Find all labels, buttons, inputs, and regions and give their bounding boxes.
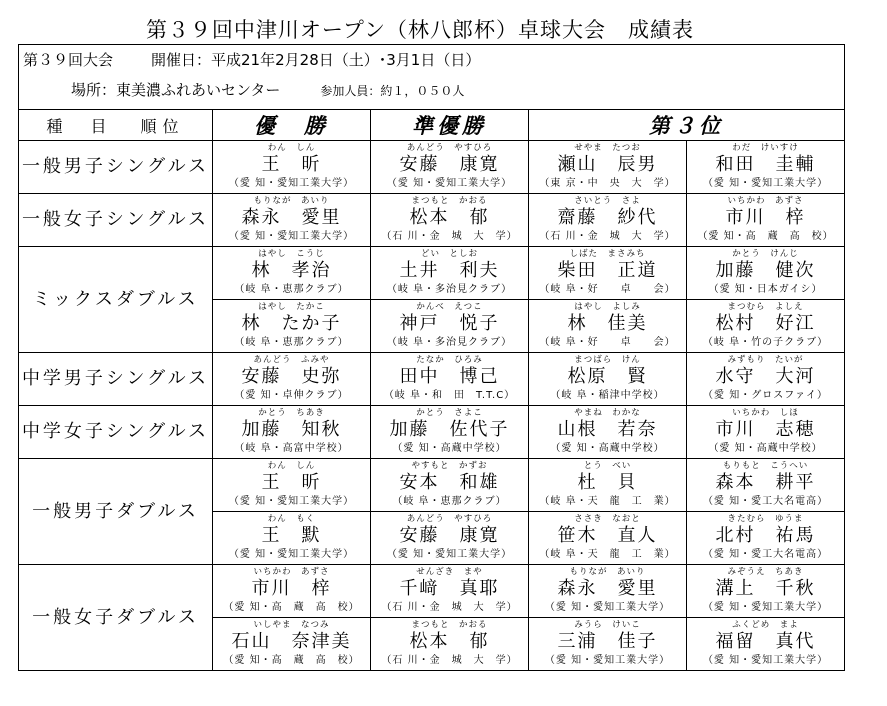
player-reading: かんべ えつこ — [416, 302, 483, 312]
player-name: 加藤 佐代子 — [389, 419, 510, 440]
player-name: 和田 圭輔 — [715, 154, 816, 175]
player-name: 松本 郁 — [409, 631, 490, 652]
player-reading: まつもと かおる — [411, 196, 488, 206]
player-entry — [213, 353, 371, 406]
player-entry — [529, 141, 687, 194]
player-affiliation: （愛 知・愛工大名電高） — [702, 496, 829, 507]
player-affiliation: （岐 阜・天 龍 工 業） — [539, 496, 676, 507]
player-affiliation: （愛 知・愛知工業大学） — [386, 549, 513, 560]
player-reading: はやし こうじ — [258, 249, 325, 259]
player-name: 市川 梓 — [725, 207, 806, 228]
player-entry — [371, 194, 529, 247]
player-reading: まつもと かおる — [411, 620, 488, 630]
player-name: 安藤 史弥 — [241, 366, 342, 387]
player-reading: せんざき まや — [416, 567, 483, 577]
player-reading: みぞうえ ちあき — [727, 567, 804, 577]
event-name: 中学男子シングルス — [19, 353, 213, 406]
player-entry — [529, 194, 687, 247]
player-affiliation: （岐 阜・恵那クラブ） — [392, 496, 507, 507]
player-name: 市川 志穂 — [715, 419, 816, 440]
player-affiliation: （岐 阜・好 卓 会） — [539, 284, 676, 295]
player-affiliation: （東 京・中 央 大 学） — [539, 178, 676, 189]
player-entry — [529, 353, 687, 406]
event-name: ミックスダブルス — [19, 247, 213, 353]
player-name: 松村 好江 — [715, 313, 816, 334]
event-row — [19, 459, 845, 512]
player-name: 森永 愛里 — [557, 578, 658, 599]
player-entry — [687, 247, 845, 300]
event-row — [19, 406, 845, 459]
player-name: 水守 大河 — [715, 366, 816, 387]
player-entry — [529, 406, 687, 459]
player-affiliation: （愛 知・愛知工業大学） — [702, 178, 829, 189]
player-affiliation: （石 川・金 城 大 学） — [381, 231, 518, 242]
player-name: 王 昕 — [261, 472, 322, 493]
player-name: 神戸 悦子 — [399, 313, 500, 334]
player-affiliation: （岐 阜・和 田 T.T.C） — [383, 390, 516, 401]
results-table — [18, 44, 845, 671]
event-row — [19, 247, 845, 300]
player-entry — [529, 618, 687, 671]
player-reading: いちかわ あずさ — [253, 567, 330, 577]
event-row — [19, 353, 845, 406]
player-reading: みずもり たいが — [727, 355, 804, 365]
player-entry — [371, 512, 529, 565]
player-affiliation: （岐 阜・多治見クラブ） — [386, 337, 513, 348]
player-entry — [529, 300, 687, 353]
player-entry — [213, 459, 371, 512]
player-name: 北村 祐馬 — [715, 525, 816, 546]
player-name: 山根 若奈 — [557, 419, 658, 440]
player-entry — [529, 512, 687, 565]
player-affiliation: （岐 阜・天 龍 工 業） — [539, 549, 676, 560]
player-affiliation: （岐 阜・高富中学校） — [234, 443, 349, 454]
player-affiliation: （岐 阜・好 卓 会） — [539, 337, 676, 348]
player-affiliation: （岐 阜・恵那クラブ） — [234, 284, 349, 295]
player-name: 三浦 佳子 — [557, 631, 658, 652]
player-affiliation: （愛 知・日本ガイシ） — [708, 284, 823, 295]
player-reading: わん しん — [267, 143, 316, 153]
player-entry — [371, 353, 529, 406]
player-name: 加藤 知秋 — [241, 419, 342, 440]
player-entry — [371, 247, 529, 300]
player-reading: やまね わかな — [574, 408, 641, 418]
player-entry — [213, 512, 371, 565]
player-reading: わん しん — [267, 461, 316, 471]
event-row — [19, 141, 845, 194]
player-affiliation: （愛 知・愛知工業大学） — [228, 496, 355, 507]
player-affiliation: （石 川・金 城 大 学） — [539, 231, 676, 242]
player-reading: いしやま なつみ — [253, 620, 330, 630]
player-reading: かとう さよこ — [416, 408, 483, 418]
player-name: 森永 愛里 — [241, 207, 342, 228]
player-entry — [687, 618, 845, 671]
player-reading: わん もく — [267, 514, 316, 524]
player-reading: はやし たかこ — [258, 302, 325, 312]
player-reading: ささき なおと — [574, 514, 641, 524]
player-name: 瀬山 辰男 — [557, 154, 658, 175]
player-name: 笹木 直人 — [557, 525, 658, 546]
player-affiliation: （愛 知・高 蔵 高 校） — [223, 602, 360, 613]
player-affiliation: （愛 知・愛知工業大学） — [228, 549, 355, 560]
player-entry — [213, 565, 371, 618]
player-reading: もりもと こうへい — [722, 461, 809, 471]
player-name: 林 孝治 — [251, 260, 332, 281]
player-entry — [687, 565, 845, 618]
event-row — [19, 194, 845, 247]
player-reading: ふくどめ まよ — [732, 620, 799, 630]
player-name: 柴田 正道 — [557, 260, 658, 281]
held-dates: 開催日：平成21年2月28日（土）･3月1日（日） — [151, 51, 481, 69]
edition-label: 第３９回大会 — [23, 51, 114, 69]
event-row — [19, 565, 845, 618]
player-entry — [371, 459, 529, 512]
player-name: 林 たか子 — [241, 313, 342, 334]
player-reading: かとう けんじ — [732, 249, 799, 259]
venue-label: 場所：東美濃ふれあいセンター — [71, 81, 281, 99]
player-affiliation: （愛 知・愛知工業大学） — [228, 231, 355, 242]
player-reading: まつむら よしえ — [727, 302, 804, 312]
player-affiliation: （愛 知・愛知工業大学） — [702, 602, 829, 613]
player-entry — [371, 300, 529, 353]
player-name: 千﨑 真耶 — [399, 578, 500, 599]
player-entry — [371, 141, 529, 194]
event-name: 中学女子シングルス — [19, 406, 213, 459]
header-runner-up: 準優勝 — [371, 110, 529, 141]
player-reading: あんどう やすひろ — [406, 514, 493, 524]
player-entry — [687, 300, 845, 353]
event-name: 一般男子ダブルス — [19, 459, 213, 565]
player-reading: みうら けいこ — [574, 620, 641, 630]
player-entry — [213, 141, 371, 194]
player-affiliation: （愛 知・高 蔵 高 校） — [697, 231, 834, 242]
player-reading: いちかわ あずさ — [727, 196, 804, 206]
player-entry — [529, 459, 687, 512]
player-name: 林 佳美 — [567, 313, 648, 334]
player-name: 松本 郁 — [409, 207, 490, 228]
player-name: 市川 梓 — [251, 578, 332, 599]
player-reading: しばた まさみち — [569, 249, 646, 259]
event-name: 一般男子シングルス — [19, 141, 213, 194]
player-name: 森本 耕平 — [715, 472, 816, 493]
player-entry — [213, 618, 371, 671]
player-entry — [213, 194, 371, 247]
player-entry — [687, 512, 845, 565]
player-entry — [529, 565, 687, 618]
player-name: 杜 貝 — [577, 472, 638, 493]
player-reading: かとう ちあき — [258, 408, 325, 418]
player-affiliation: （岐 阜・竹の子クラブ） — [702, 337, 829, 348]
player-affiliation: （岐 阜・稲津中学校） — [550, 390, 665, 401]
player-affiliation: （愛 知・愛知工業大学） — [702, 655, 829, 666]
event-name: 一般女子シングルス — [19, 194, 213, 247]
player-reading: やすもと かずお — [411, 461, 488, 471]
player-affiliation: （愛 知・愛知工業大学） — [544, 655, 671, 666]
player-name: 土井 利夫 — [399, 260, 500, 281]
player-entry — [213, 406, 371, 459]
player-reading: いちかわ しほ — [732, 408, 799, 418]
player-reading: もりなが あいり — [253, 196, 330, 206]
player-entry — [371, 618, 529, 671]
player-reading: あんどう ふみや — [253, 355, 330, 365]
player-affiliation: （愛 知・高蔵中学校） — [708, 443, 823, 454]
player-entry — [687, 194, 845, 247]
player-reading: たなか ひろみ — [416, 355, 483, 365]
player-name: 松原 賢 — [567, 366, 648, 387]
player-affiliation: （愛 知・グロスファイ） — [703, 390, 829, 401]
player-name: 加藤 健次 — [715, 260, 816, 281]
player-entry — [687, 353, 845, 406]
player-reading: とう べい — [583, 461, 632, 471]
player-entry — [213, 247, 371, 300]
player-name: 齋藤 紗代 — [557, 207, 658, 228]
player-reading: せやま たつお — [574, 143, 641, 153]
player-reading: はやし よしみ — [574, 302, 641, 312]
player-entry — [371, 406, 529, 459]
player-affiliation: （愛 知・高 蔵 高 校） — [223, 655, 360, 666]
player-name: 安藤 康寛 — [399, 525, 500, 546]
player-affiliation: （岐 阜・多治見クラブ） — [386, 284, 513, 295]
player-entry — [687, 141, 845, 194]
player-name: 福留 真代 — [715, 631, 816, 652]
player-affiliation: （石 川・金 城 大 学） — [381, 655, 518, 666]
player-name: 石山 奈津美 — [231, 631, 352, 652]
player-affiliation: （愛 知・愛知工業大学） — [544, 602, 671, 613]
column-header-row — [19, 110, 845, 141]
player-name: 安本 和雄 — [399, 472, 500, 493]
header-event-rank: 種 目 順位 — [19, 110, 213, 141]
player-name: 王 昕 — [261, 154, 322, 175]
player-affiliation: （愛 知・高蔵中学校） — [550, 443, 665, 454]
player-entry — [687, 406, 845, 459]
player-entry — [687, 459, 845, 512]
player-reading: わだ けいすけ — [732, 143, 799, 153]
tournament-info — [19, 45, 845, 110]
player-reading: きたむら ゆうま — [727, 514, 804, 524]
player-name: 王 默 — [261, 525, 322, 546]
player-affiliation: （愛 知・愛知工業大学） — [228, 178, 355, 189]
player-affiliation: （愛 知・卓伸クラブ） — [234, 390, 349, 401]
player-entry — [213, 300, 371, 353]
player-entry — [529, 247, 687, 300]
participant-count: 参加人員：約１，０５０人 — [320, 84, 465, 98]
player-name: 溝上 千秋 — [715, 578, 816, 599]
page-title: 第３９回中津川オープン（林八郎杯）卓球大会 成績表 — [145, 18, 695, 42]
player-affiliation: （石 川・金 城 大 学） — [381, 602, 518, 613]
header-third-place: 第３位 — [529, 110, 845, 141]
player-affiliation: （愛 知・愛工大名電高） — [702, 549, 829, 560]
player-reading: さいとう さよ — [574, 196, 641, 206]
player-affiliation: （岐 阜・恵那クラブ） — [234, 337, 349, 348]
player-reading: まつばら けん — [574, 355, 641, 365]
player-affiliation: （愛 知・高蔵中学校） — [392, 443, 507, 454]
player-name: 安藤 康寛 — [399, 154, 500, 175]
player-affiliation: （愛 知・愛知工業大学） — [386, 178, 513, 189]
player-reading: あんどう やすひろ — [406, 143, 493, 153]
player-reading: もりなが あいり — [569, 567, 646, 577]
player-name: 田中 博己 — [399, 366, 500, 387]
header-winner: 優 勝 — [213, 110, 371, 141]
player-reading: どい としお — [420, 249, 478, 259]
player-entry — [371, 565, 529, 618]
event-name: 一般女子ダブルス — [19, 565, 213, 671]
